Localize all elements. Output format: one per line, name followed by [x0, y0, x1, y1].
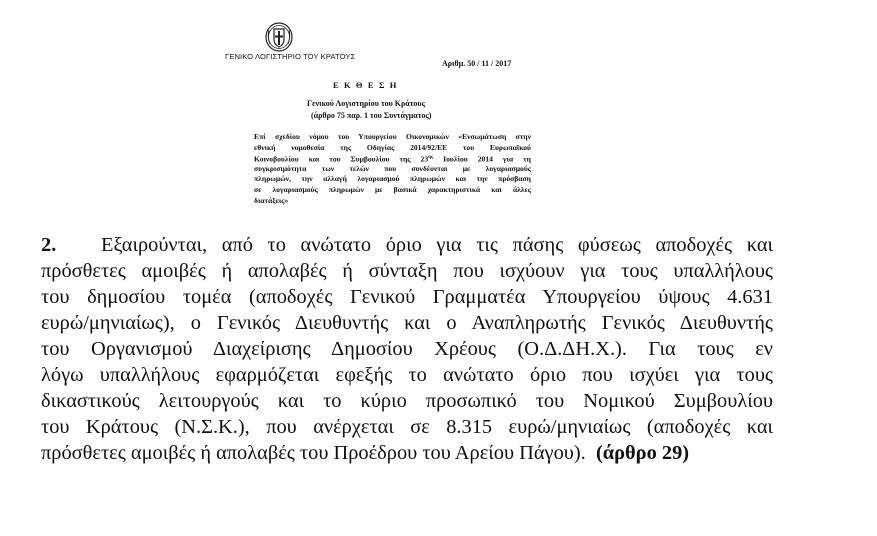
- organization-name: ΓΕΝΙΚΟ ΛΟΓΙΣΤΗΡΙΟ ΤΟΥ ΚΡΑΤΟΥΣ: [225, 52, 356, 61]
- paragraph-line: του δημοσίου τομέα (αποδοχές Γενικού Γραμματέα Υπουργείου ύψους 4.631: [41, 286, 773, 308]
- reference-number: Αριθμ. 50 / 11 / 2017: [442, 59, 512, 68]
- paragraph-number: 2.: [41, 234, 57, 256]
- subject-line: πληρωμών, την αλλαγή λογαριασμού πληρωμών και την πρόσβαση: [254, 174, 531, 184]
- greek-coat-of-arms-icon: [262, 20, 296, 54]
- subject-line: εθνική νομοθεσία της Οδηγίας 2014/92/ΕΕ του Ευρωπαϊκού: [254, 142, 531, 152]
- paragraph-line: ευρώ/μηνιαίως), ο Γενικός Διευθυντής και ο Αναπληρωτής Γενικός Διευθυντής: [41, 312, 773, 334]
- subject-line: σε λογαριασμούς πληρωμών με βασικά χαρακτηριστικά και άλλες: [254, 184, 531, 194]
- subject-line: διατάξεις»: [254, 195, 289, 205]
- paragraph-line-text: πρόσθετες αμοιβές ή απολαβές του Προέδρου του Αρείου Πάγου).: [41, 442, 586, 464]
- subject-line: Κοινοβουλίου και του Συμβουλίου της $23^{\eta\varsigma}$ Ιουλίου 2014 για τη: [254, 154, 531, 164]
- paragraph-line: του Οργανισμού Διαχείρισης Δημοσίου Χρέους (Ο.Δ.ΔΗ.Χ.). Για τους εν: [41, 338, 773, 360]
- report-title: Ε Κ Θ Ε Σ Η: [333, 80, 398, 90]
- report-subtitle: Γενικού Λογιστηρίου του Κράτους: [307, 99, 425, 108]
- subject-line: συγκρισιμότητα των τελών που συνδέονται με λογαριασμούς: [254, 163, 531, 173]
- paragraph-line: δικαστικούς λειτουργούς και το κύριο προσωπικό του Νομικού Συμβουλίου: [41, 390, 773, 412]
- paragraph-line-text: Εξαιρούνται, από το ανώτατο όριο για τις πάσης φύσεως αποδοχές και: [101, 234, 773, 256]
- report-subject: [254, 132, 531, 206]
- paragraph-line: [41, 234, 773, 257]
- paragraph-line: του Κράτους (Ν.Σ.Κ.), που ανέρχεται σε 8.315 ευρώ/μηνιαίως (αποδοχές και: [41, 416, 773, 438]
- subject-line: Επί σχεδίου νόμου του Υπουργείου Οικονομικών «Ενσωμάτωση στην: [254, 132, 531, 141]
- article-reference: (άρθρο 29): [595, 442, 690, 464]
- paragraph-line: πρόσθετες αμοιβές ή απολαβές ή σύνταξη που ισχύουν για τους υπαλλήλους: [41, 260, 773, 282]
- report-subtitle-article: (άρθρο 75 παρ. 1 του Συντάγματος): [311, 111, 432, 120]
- paragraph-line: [41, 442, 773, 465]
- paragraph-line: λόγω υπαλλήλους εφαρμόζεται εφεξής το ανώτατο όριο που ισχύει για τους: [41, 364, 773, 386]
